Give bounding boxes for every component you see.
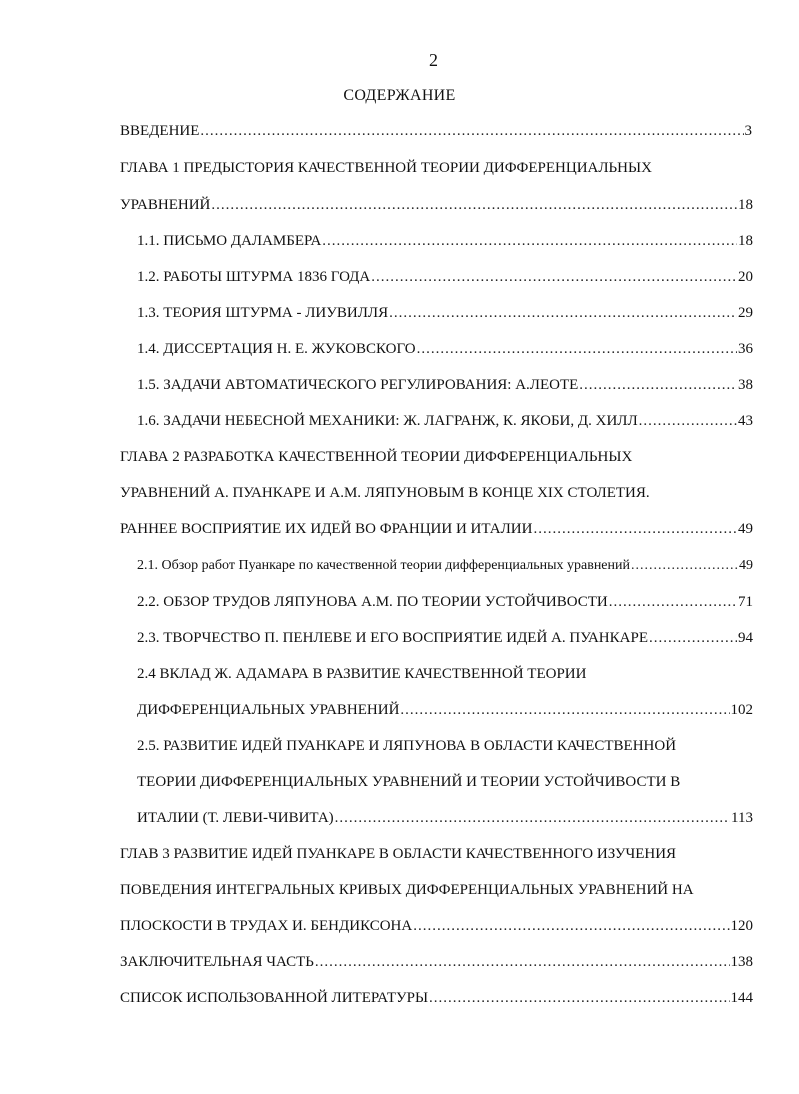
- toc-entry-introduction[interactable]: [120, 120, 752, 142]
- toc-entry-page: 43: [738, 413, 753, 429]
- toc-entry-title: УРАВНЕНИЙ А. ПУАНКАРЕ И А.М. ЛЯПУНОВЫМ В КОНЦЕ XIX СТОЛЕТИЯ.: [120, 485, 650, 501]
- toc-entry-page: 94: [738, 630, 753, 646]
- toc-entry-title: ВВЕДЕНИЕ: [120, 123, 200, 139]
- toc-entry-page: 18: [738, 197, 753, 213]
- toc-entry-2-4[interactable]: [137, 663, 753, 685]
- toc-entry-1-4[interactable]: [137, 338, 753, 360]
- toc-entry-title: ЗАКЛЮЧИТЕЛЬНАЯ ЧАСТЬ: [120, 954, 314, 970]
- toc-entry-title: 1.5. ЗАДАЧИ АВТОМАТИЧЕСКОГО РЕГУЛИРОВАНИЯ: А.ЛЕОТЕ: [137, 377, 579, 393]
- toc-entry-title: ГЛАВ 3 РАЗВИТИЕ ИДЕЙ ПУАНКАРЕ В ОБЛАСТИ КАЧЕСТВЕННОГО ИЗУЧЕНИЯ: [120, 846, 677, 862]
- leader-dots: [649, 627, 737, 649]
- toc-entry-title: 2.2. ОБЗОР ТРУДОВ ЛЯПУНОВА А.М. ПО ТЕОРИИ УСТОЙЧИВОСТИ: [137, 594, 608, 610]
- toc-entry-page: 71: [738, 594, 753, 610]
- page-number: 2: [429, 50, 438, 70]
- toc-entry-title: ГЛАВА 2 РАЗРАБОТКА КАЧЕСТВЕННОЙ ТЕОРИИ ДИФФЕРЕНЦИАЛЬНЫХ: [120, 449, 633, 465]
- toc-entry-title: 2.4 ВКЛАД Ж. АДАМАРА В РАЗВИТИЕ КАЧЕСТВЕННОЙ ТЕОРИИ: [137, 666, 587, 682]
- toc-entry-title: 2.1. Обзор работ Пуанкаре по качественной теории дифференциальных уравнений: [137, 558, 631, 573]
- leader-dots: [335, 807, 730, 829]
- leader-dots: [533, 518, 737, 540]
- leader-dots: [389, 302, 737, 324]
- toc-entry-2-4-cont[interactable]: [137, 699, 753, 721]
- toc-entry-page: 113: [731, 810, 753, 826]
- toc-entry-title: 1.4. ДИССЕРТАЦИЯ Н. Е. ЖУКОВСКОГО: [137, 341, 416, 357]
- toc-entry-page: 36: [738, 341, 753, 357]
- toc-entry-title: 1.6. ЗАДАЧИ НЕБЕСНОЙ МЕХАНИКИ: Ж. ЛАГРАНЖ, К. ЯКОБИ, Д. ХИЛЛ: [137, 413, 638, 429]
- leader-dots: [417, 338, 737, 360]
- toc-entry-page: 29: [738, 305, 753, 321]
- toc-entry-2-2[interactable]: [137, 591, 753, 613]
- toc-entry-title: ТЕОРИИ ДИФФЕРЕНЦИАЛЬНЫХ УРАВНЕНИЙ И ТЕОРИИ УСТОЙЧИВОСТИ В: [137, 774, 681, 790]
- toc-entry-page: 49: [739, 558, 753, 573]
- toc-entry-title: ПЛОСКОСТИ В ТРУДАХ И. БЕНДИКСОНА: [120, 918, 413, 934]
- toc-entry-page: 20: [738, 269, 753, 285]
- toc-entry-title: ДИФФЕРЕНЦИАЛЬНЫХ УРАВНЕНИЙ: [137, 702, 400, 718]
- toc-entry-page: 18: [738, 233, 753, 249]
- toc-entry-page: 144: [730, 990, 753, 1006]
- toc-entry-2-1[interactable]: [137, 555, 753, 577]
- toc-entry-title: УРАВНЕНИЙ: [120, 197, 211, 213]
- toc-entry-1-2[interactable]: [137, 266, 753, 288]
- leader-dots: [579, 374, 737, 396]
- toc-entry-1-6[interactable]: [137, 410, 753, 432]
- leader-dots: [400, 699, 729, 721]
- toc-entry-title: СПИСОК ИСПОЛЬЗОВАННОЙ ЛИТЕРАТУРЫ: [120, 990, 429, 1006]
- toc-heading: СОДЕРЖАНИЕ: [343, 87, 456, 104]
- toc-entry-title: 2.5. РАЗВИТИЕ ИДЕЙ ПУАНКАРЕ И ЛЯПУНОВА В ОБЛАСТИ КАЧЕСТВЕННОЙ: [137, 738, 677, 754]
- toc-entry-title: 1.2. РАБОТЫ ШТУРМА 1836 ГОДА: [137, 269, 371, 285]
- toc-entry-chapter-1-cont[interactable]: [120, 194, 753, 216]
- toc-entry-title: 2.3. ТВОРЧЕСТВО П. ПЕНЛЕВЕ И ЕГО ВОСПРИЯТИЕ ИДЕЙ А. ПУАНКАРЕ: [137, 630, 648, 646]
- leader-dots: [413, 915, 729, 937]
- toc-entry-page: 102: [730, 702, 753, 718]
- leader-dots: [322, 230, 737, 252]
- toc-entry-conclusion[interactable]: [120, 951, 753, 973]
- leader-dots: [631, 555, 738, 577]
- toc-entry-chapter-1[interactable]: [120, 157, 752, 179]
- toc-entry-chapter-2-cont-1[interactable]: [120, 482, 753, 504]
- toc-entry-title: 1.3. ТЕОРИЯ ШТУРМА - ЛИУВИЛЛЯ: [137, 305, 389, 321]
- toc-entry-page: 3: [744, 123, 752, 139]
- toc-entry-title: 1.1. ПИСЬМО ДАЛАМБЕРА: [137, 233, 322, 249]
- toc-entry-1-3[interactable]: [137, 302, 753, 324]
- leader-dots: [371, 266, 737, 288]
- toc-entry-title: ГЛАВА 1 ПРЕДЫСТОРИЯ КАЧЕСТВЕННОЙ ТЕОРИИ ДИФФЕРЕНЦИАЛЬНЫХ: [120, 160, 652, 176]
- toc-entry-2-3[interactable]: [137, 627, 753, 649]
- toc-entry-chapter-3-cont-2[interactable]: [120, 915, 753, 937]
- toc-entry-2-5-cont-1[interactable]: [137, 771, 753, 793]
- toc-entry-references[interactable]: [120, 987, 753, 1009]
- toc-entry-title: РАННЕЕ ВОСПРИЯТИЕ ИХ ИДЕЙ ВО ФРАНЦИИ И ИТАЛИИ: [120, 521, 533, 537]
- toc-entry-chapter-3-cont-1[interactable]: [120, 879, 753, 901]
- toc-entry-title: ПОВЕДЕНИЯ ИНТЕГРАЛЬНЫХ КРИВЫХ ДИФФЕРЕНЦИАЛЬНЫХ УРАВНЕНИЙ НА: [120, 882, 694, 898]
- leader-dots: [315, 951, 730, 973]
- toc-entry-2-5[interactable]: [137, 735, 753, 757]
- toc-entry-page: 38: [738, 377, 753, 393]
- leader-dots: [211, 194, 737, 216]
- toc-entry-1-5[interactable]: [137, 374, 753, 396]
- leader-dots: [609, 591, 737, 613]
- toc-entry-chapter-2[interactable]: [120, 446, 753, 468]
- toc-entry-page: 138: [730, 954, 753, 970]
- leader-dots: [200, 120, 743, 142]
- toc-entry-chapter-2-cont-2[interactable]: [120, 518, 753, 540]
- toc-entry-title: ИТАЛИИ (Т. ЛЕВИ-ЧИВИТА): [137, 810, 334, 826]
- toc-entry-page: 49: [738, 521, 753, 537]
- toc-entry-1-1[interactable]: [137, 230, 753, 252]
- toc-entry-page: 120: [730, 918, 753, 934]
- toc-entry-2-5-cont-2[interactable]: [137, 807, 753, 829]
- toc-entry-chapter-3[interactable]: [120, 843, 753, 865]
- leader-dots: [639, 410, 737, 432]
- leader-dots: [429, 987, 729, 1009]
